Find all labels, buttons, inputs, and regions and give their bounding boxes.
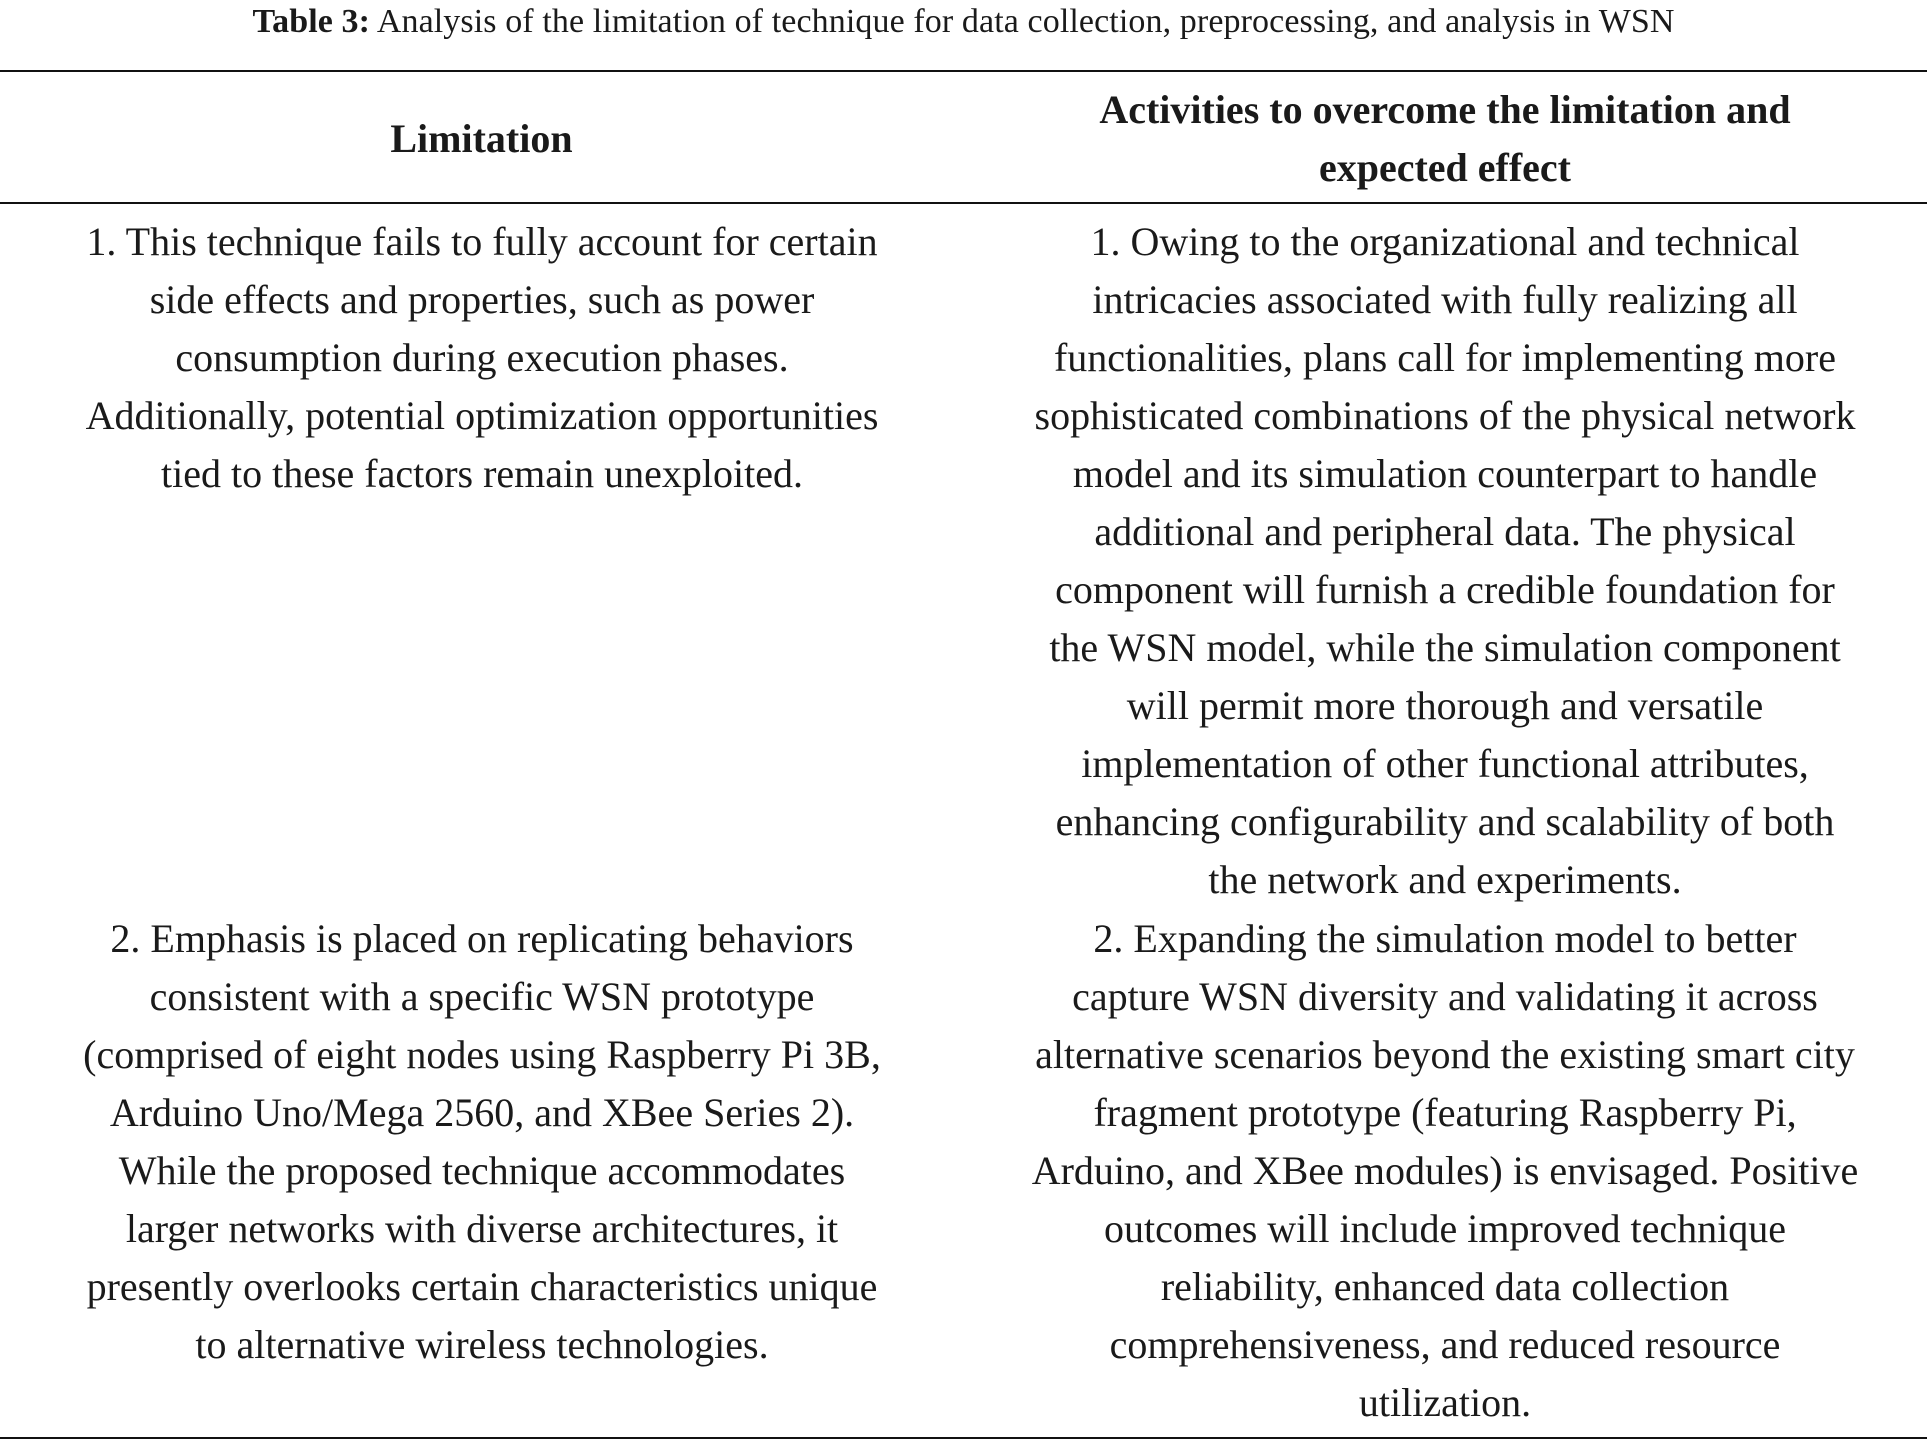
- table-caption: [0, 2, 1927, 42]
- caption-text: Analysis of the limitation of technique for data collection, preprocessing, and analysis in WSN: [376, 3, 1675, 40]
- header-separator-rule: [0, 202, 1927, 204]
- column-header-activities-text: Activities to overcome the limitation and expected effect: [1099, 87, 1791, 190]
- table-cell-limitation-1: 1. This technique fails to fully account for certain side effects and properties, such as power consumption during execution phases. Additionally, potential optimization opportunities tied to these factors remain unexploited.: [85, 219, 879, 496]
- table-cell-limitation-2: 2. Emphasis is placed on replicating behaviors consistent with a specific WSN prototype (comprised of eight nodes using Raspberry Pi 3B, Arduino Uno/Mega 2560, and XBee Series 2). While the proposed technique accommodates larger networks with diverse architectures, it presently overlooks certain characteristics unique to alternative wireless technologies.: [83, 916, 881, 1367]
- table-cell-activities-2: 2. Expanding the simulation model to better capture WSN diversity and validating it across alternative scenarios beyond the existing smart city fragment prototype (featuring Raspberry Pi, Arduino, and XBee modules) is envisaged. Positive outcomes will include improved technique reliability, enhanced data collection comprehensiveness, and reduced resource utilization.: [1031, 916, 1859, 1425]
- table-top-rule: [0, 70, 1927, 72]
- column-header-activities: [963, 84, 1927, 194]
- caption-label: Table 3:: [252, 3, 371, 40]
- column-header-limitation-text: Limitation: [390, 116, 573, 161]
- table-cell-activities-1: 1. Owing to the organizational and technical intricacies associated with fully realizing all functionalities, plans call for implementing more sophisticated combinations of the physical network model and its simulation counterpart to handle additional and peripheral data. The physical component will furnish a credible foundation for the WSN model, while the simulation component will permit more thorough and versatile implementation of other functional attributes, enhancing configurability and scalability of both the network and experiments.: [1034, 219, 1856, 902]
- table-bottom-rule: [0, 1437, 1927, 1439]
- column-header-limitation: [0, 84, 963, 194]
